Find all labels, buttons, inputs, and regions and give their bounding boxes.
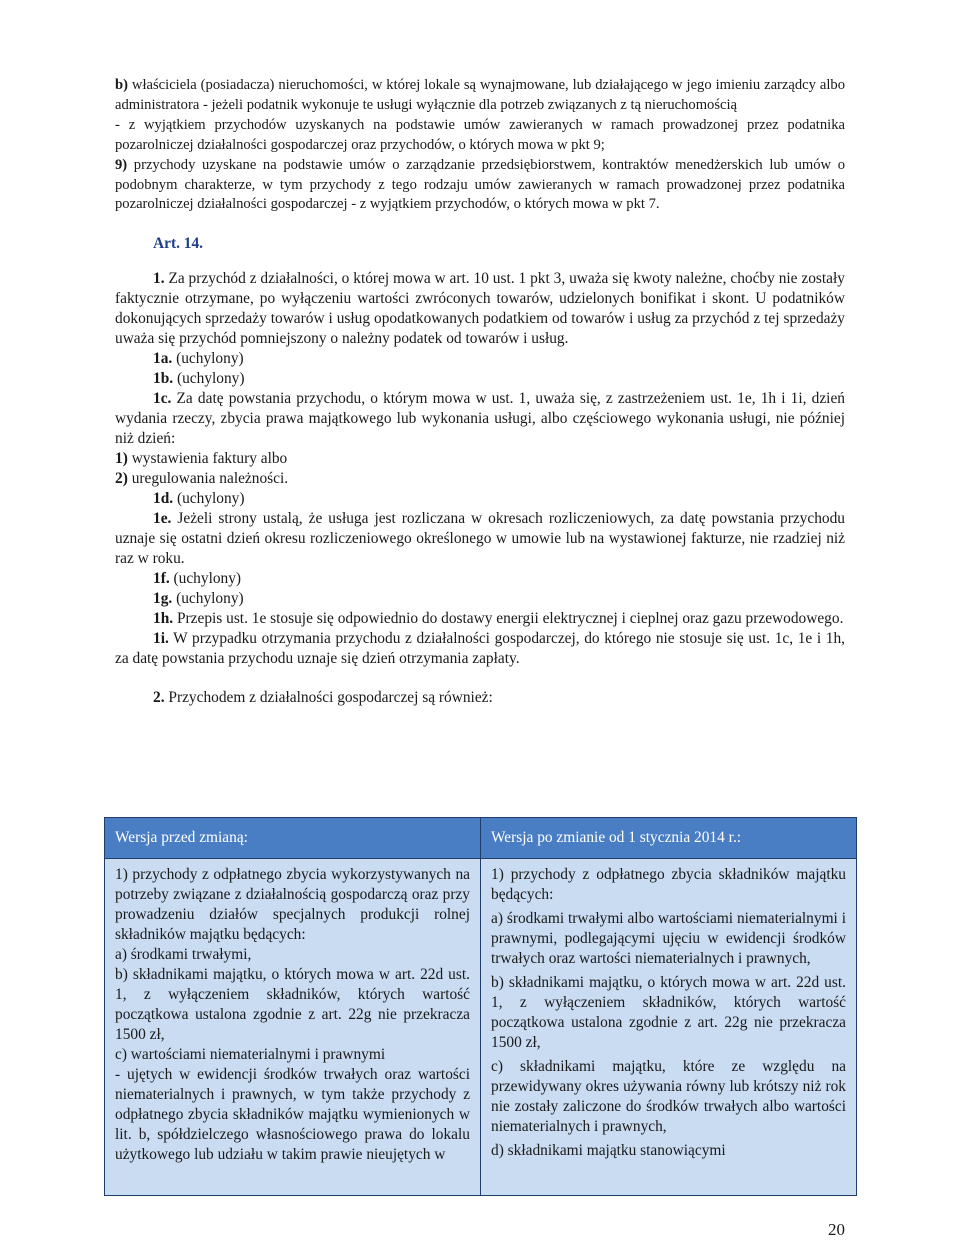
- paragraph-1c-1: [115, 449, 845, 469]
- paragraph-text: Za datę powstania przychodu, o którym mowa w ust. 1, uważa się, z zastrzeżeniem ust. 1e, 1h i 1i, dzień wydania rzeczy, zbycia prawa majątkowego lub wykonania usługi, albo częściowego wykonania usługi, nie później niż dzień:: [115, 390, 845, 448]
- paragraph-text: (uchylony): [173, 570, 242, 588]
- item-label: 1): [115, 450, 128, 468]
- paragraph-1c: [115, 389, 845, 449]
- paragraph-text: (uchylony): [176, 350, 244, 368]
- table-row: [105, 859, 857, 1196]
- table-header-row: [105, 818, 857, 859]
- paragraph-text: przychody uzyskane na podstawie umów o zarządzanie przedsiębiorstwem, kontraktów menedżerskich lub umów o podobnym charakterze, w tym przychody z tego rodzaju umów zawieranych w ramach prowadzonej przez podatnika pozarolniczej działalności gospodarczej - z wyjątkiem przychodów, o których mowa w pkt 7.: [115, 156, 845, 213]
- header-after: Wersja po zmianie od 1 stycznia 2014 r.:: [481, 818, 857, 859]
- paragraph-text: właściciela (posiadacza) nieruchomości, w której lokale są wynajmowane, lub działającego w jego imieniu zarządcy albo administratora - jeżeli podatnik wykonuje te usługi wyłącznie dla potrzeb związanych z tą nieruchomością: [115, 77, 845, 113]
- item-label: 9): [115, 156, 128, 173]
- page-number: 20: [828, 1220, 845, 1239]
- paragraph-1i: [115, 629, 845, 669]
- article-title: Art. 14.: [153, 235, 204, 253]
- cell-before: [105, 859, 481, 1196]
- item-label: 1d.: [153, 490, 174, 508]
- paragraph-text: uregulowania należności.: [131, 470, 289, 488]
- list-item: 1) przychody z odpłatnego zbycia składników majątku będących:: [491, 866, 846, 903]
- list-item: a) środkami trwałymi,: [115, 946, 252, 963]
- paragraph-1g: [115, 589, 845, 609]
- paragraph-text: (uchylony): [176, 490, 245, 508]
- paragraph-2: [115, 688, 845, 708]
- cell-after: [481, 859, 857, 1196]
- list-item: d) składnikami majątku stanowiącymi: [491, 1142, 726, 1159]
- item-label: 1f.: [153, 570, 170, 588]
- item-label: 2): [115, 470, 128, 488]
- list-item: c) składnikami majątku, które ze względu na przewidywany okres używania równy lub krótszy niż rok nie zostały zaliczone do środków trwałych albo wartości niematerialnych i prawnych,: [491, 1058, 846, 1135]
- list-item: - ujętych w ewidencji środków trwałych oraz wartości niematerialnych i prawnych, w tym także przychody z odpłatnego zbycia składników majątku wymienionych w lit. b, spółdzielczego własnościowego prawa do lokalu użytkowego lub udziału w takim prawie nieujętych w: [115, 1066, 470, 1163]
- list-item: b) składnikami majątku, o których mowa w art. 22d ust. 1, z wyłączeniem składników, których wartość początkowa ustalona zgodnie z art. 22g nie przekracza 1500 zł,: [115, 966, 470, 1043]
- paragraph-b: [115, 76, 845, 116]
- paragraph-text: Za przychód z działalności, o której mowa w art. 10 ust. 1 pkt 3, uważa się kwoty należne, choćby nie zostały faktycznie otrzymane, po wyłączeniu wartości zwróconych towarów, udzielonych bonifikat i skont. U podatników dokonujących sprzedaży towarów i usług opodatkowanych podatkiem od towarów i usług za przychód z tej sprzedaży uważa się przychód pomniejszony o należny podatek od towarów i usług.: [115, 270, 845, 348]
- list-item: 1) przychody z odpłatnego zbycia wykorzystywanych na potrzeby związane z działalnością gospodarczą oraz przy prowadzeniu działów specjalnych produkcji rolnej składników majątku będących:: [115, 866, 470, 943]
- item-label: b): [115, 77, 128, 93]
- paragraph-1a: [115, 349, 845, 369]
- paragraph-text: (uchylony): [176, 590, 244, 608]
- paragraph-1h: [115, 609, 845, 629]
- paragraph-1c-2: [115, 469, 845, 489]
- item-label: 1i.: [153, 630, 169, 648]
- paragraph-text: wystawienia faktury albo: [131, 450, 288, 468]
- paragraph-1e: [115, 509, 845, 569]
- list-item: c) wartościami niematerialnymi i prawnymi: [115, 1046, 386, 1063]
- paragraph-1f: [115, 569, 845, 589]
- paragraph-text: W przypadku otrzymania przychodu z działalności gospodarczej, do którego nie stosuje się ust. 1c, 1e i 1h, za datę powstania przychodu uznaje się dzień otrzymania zapłaty.: [115, 630, 845, 668]
- item-label: 1h.: [153, 610, 174, 628]
- paragraph-9: [115, 156, 845, 216]
- item-label: 2.: [153, 689, 165, 707]
- item-label: 1b.: [153, 370, 174, 388]
- item-label: 1.: [153, 270, 165, 288]
- document-body: [115, 76, 845, 708]
- header-before: Wersja przed zmianą:: [105, 818, 481, 859]
- paragraph-1d: [115, 489, 845, 509]
- paragraph-text: Jeżeli strony ustalą, że usługa jest rozliczana w okresach rozliczeniowych, za datę powstania przychodu uznaje się ostatni dzień okresu rozliczeniowego określonego w umowie lub na wystawionej fakturze, nie rzadziej niż raz w roku.: [115, 510, 845, 568]
- list-item: a) środkami trwałymi albo wartościami niematerialnymi i prawnymi, podlegającymi ujęciu w ewidencji środków trwałych oraz wartości niematerialnych i prawnych,: [491, 910, 846, 967]
- paragraph-1b: [115, 369, 845, 389]
- paragraph-text: Przepis ust. 1e stosuje się odpowiednio do dostawy energii elektrycznej i cieplnej oraz gazu przewodowego.: [176, 610, 844, 628]
- item-label: 1c.: [153, 390, 172, 408]
- paragraph-1: [115, 269, 845, 349]
- item-label: 1a.: [153, 350, 173, 368]
- paragraph-text: (uchylony): [176, 370, 245, 388]
- comparison-table: [104, 817, 857, 1196]
- list-item: b) składnikami majątku, o których mowa w art. 22d ust. 1, z wyłączeniem składników, których wartość początkowa ustalona zgodnie z art. 22g nie przekracza 1500 zł,: [491, 974, 846, 1051]
- paragraph-text: Przychodem z działalności gospodarczej są również:: [168, 689, 493, 707]
- item-label: 1g.: [153, 590, 173, 608]
- paragraph-dash: - z wyjątkiem przychodów uzyskanych na podstawie umów zawieranych w ramach prowadzonej przez podatnika pozarolniczej działalności gospodarczej oraz przychodów, o których mowa w pkt 9;: [115, 116, 845, 153]
- item-label: 1e.: [153, 510, 172, 528]
